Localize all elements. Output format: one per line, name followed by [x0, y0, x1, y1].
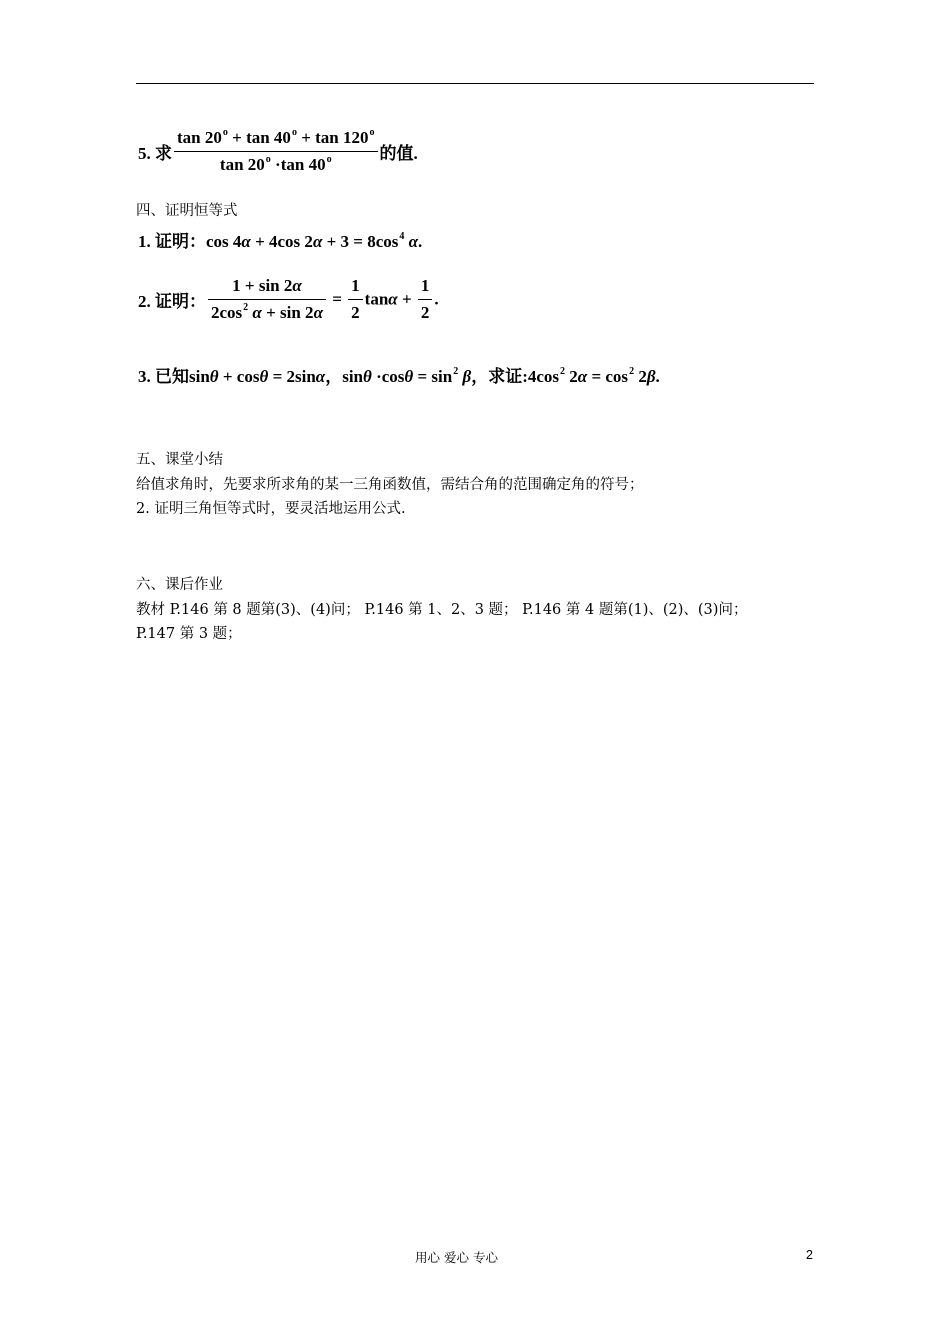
problem-5-numerator: $\tan 20^o + \tan 40^o + \tan 120^o$	[177, 127, 375, 147]
section-6	[136, 573, 747, 647]
page-number: 2	[806, 1248, 813, 1262]
section-5	[136, 448, 644, 522]
section-4-heading: 四、证明恒等式	[136, 203, 238, 219]
proof-2: 2. 证明： $\frac{1 + \sin 2\alpha}{2\cos^2 \alpha + \sin 2\alpha}$ = $\frac{1}{2}$ tanα + $\frac{1}{2}$ .	[138, 276, 439, 322]
section-6-line-1: 教材 P.146 第 8 题第(3)、(4)问； P.146 第 1、2、3 题； P.146 第 4 题第(1)、(2)、(3)问；	[136, 601, 748, 618]
proof-1: 1. 证明：cos 4α + 4cos $2\alpha + 3 = 8\cos^4$ α.	[138, 231, 423, 251]
problem-5-fraction	[174, 128, 378, 175]
proof-3: 3. 已知sinθ + cosθ = 2sinα，$\sin\theta \cdot\cos\theta = \sin^2 \beta$，求证$:4\cos^2$ $2\alpha = \cos^2 2\beta$.	[138, 366, 660, 386]
proof-2-lhs-fraction: $\frac{1 + \sin 2\alpha}{2\cos^2 \alpha + \sin 2\alpha}$	[208, 276, 326, 323]
header-rule	[136, 83, 814, 84]
proof-2-half-2: $\frac{1}{2}$	[418, 276, 433, 323]
section-6-heading: 六、课后作业	[136, 577, 223, 593]
section-6-line-2: P.147 第 3 题；	[136, 626, 242, 642]
problem-5-tail: 的值.	[379, 144, 418, 163]
problem-5	[138, 128, 418, 175]
section-5-line-1: 给值求角时，先要求所求角的某一三角函数值，需结合角的范围确定角的符号；	[136, 476, 644, 493]
section-5-heading: 五、课堂小结	[136, 452, 223, 468]
problem-5-label: 5. 求	[138, 144, 172, 163]
section-5-line-2: 2. 证明三角恒等式时，要灵活地运用公式.	[136, 501, 406, 517]
footer-slogan: 用心 爱心 专心	[415, 1250, 498, 1265]
problem-5-denominator: $\tan 20^o \cdot\tan$ 40$^o$	[174, 151, 378, 175]
proof-2-half-1: $\frac{1}{2}$	[348, 276, 363, 323]
